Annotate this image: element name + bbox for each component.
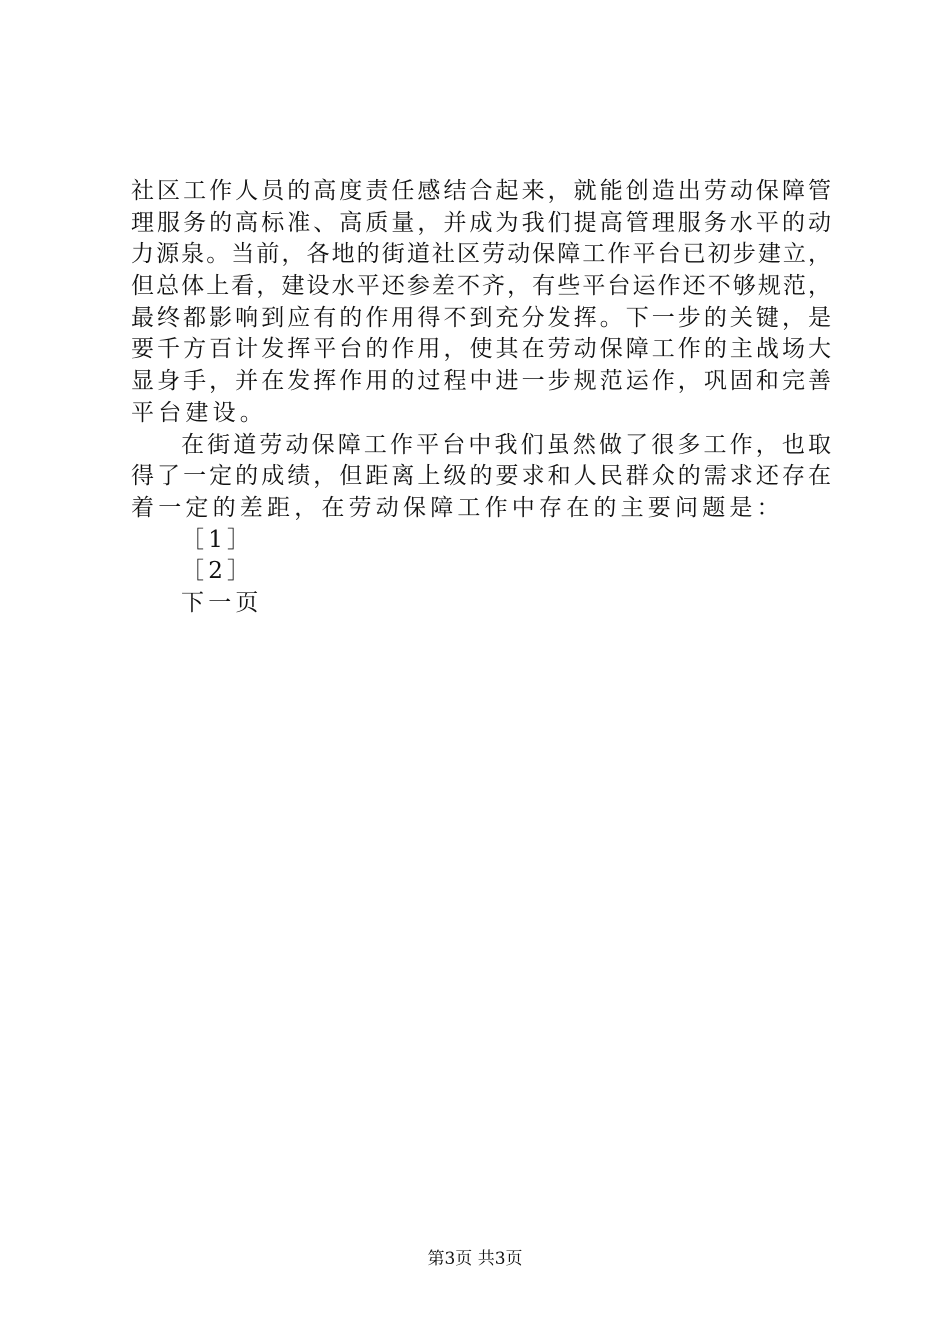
text-line: 在街道劳动保障工作平台中我们虽然做了很多工作，也取 — [181, 431, 831, 458]
page-number: 第3页 共3页 — [427, 1249, 523, 1269]
text-line: 最终都影响到应有的作用得不到充分发挥。下一步的关键，是 — [131, 304, 831, 331]
text-line: 社区工作人员的高度责任感结合起来，就能创造出劳动保障管 — [131, 178, 831, 204]
page-link-1[interactable]: ［1］ — [181, 526, 255, 553]
text-line: 得了一定的成绩，但距离上级的要求和人民群众的需求还存在 — [131, 463, 831, 490]
page-footer — [0, 1244, 950, 1269]
text-line: 着一定的差距，在劳动保障工作中存在的主要问题是： — [131, 494, 784, 521]
page-navigation — [131, 525, 831, 620]
text-line: 理服务的高标准、高质量，并成为我们提高管理服务水平的动 — [131, 209, 831, 236]
text-line: 要千方百计发挥平台的作用，使其在劳动保障工作的主战场大 — [131, 336, 831, 363]
page-link-2[interactable]: ［2］ — [181, 558, 255, 585]
next-page-link[interactable]: 下一页 — [181, 589, 263, 616]
paragraph-2 — [131, 430, 831, 525]
text-line: 显身手，并在发挥作用的过程中进一步规范运作，巩固和完善 — [131, 368, 831, 395]
text-line: 但总体上看，建设水平还参差不齐，有些平台运作还不够规范， — [131, 273, 831, 300]
text-line: 平台建设。 — [131, 399, 267, 426]
text-line: 力源泉。当前，各地的街道社区劳动保障工作平台已初步建立， — [131, 241, 831, 268]
document-body — [131, 176, 831, 620]
paragraph-1 — [131, 176, 831, 430]
